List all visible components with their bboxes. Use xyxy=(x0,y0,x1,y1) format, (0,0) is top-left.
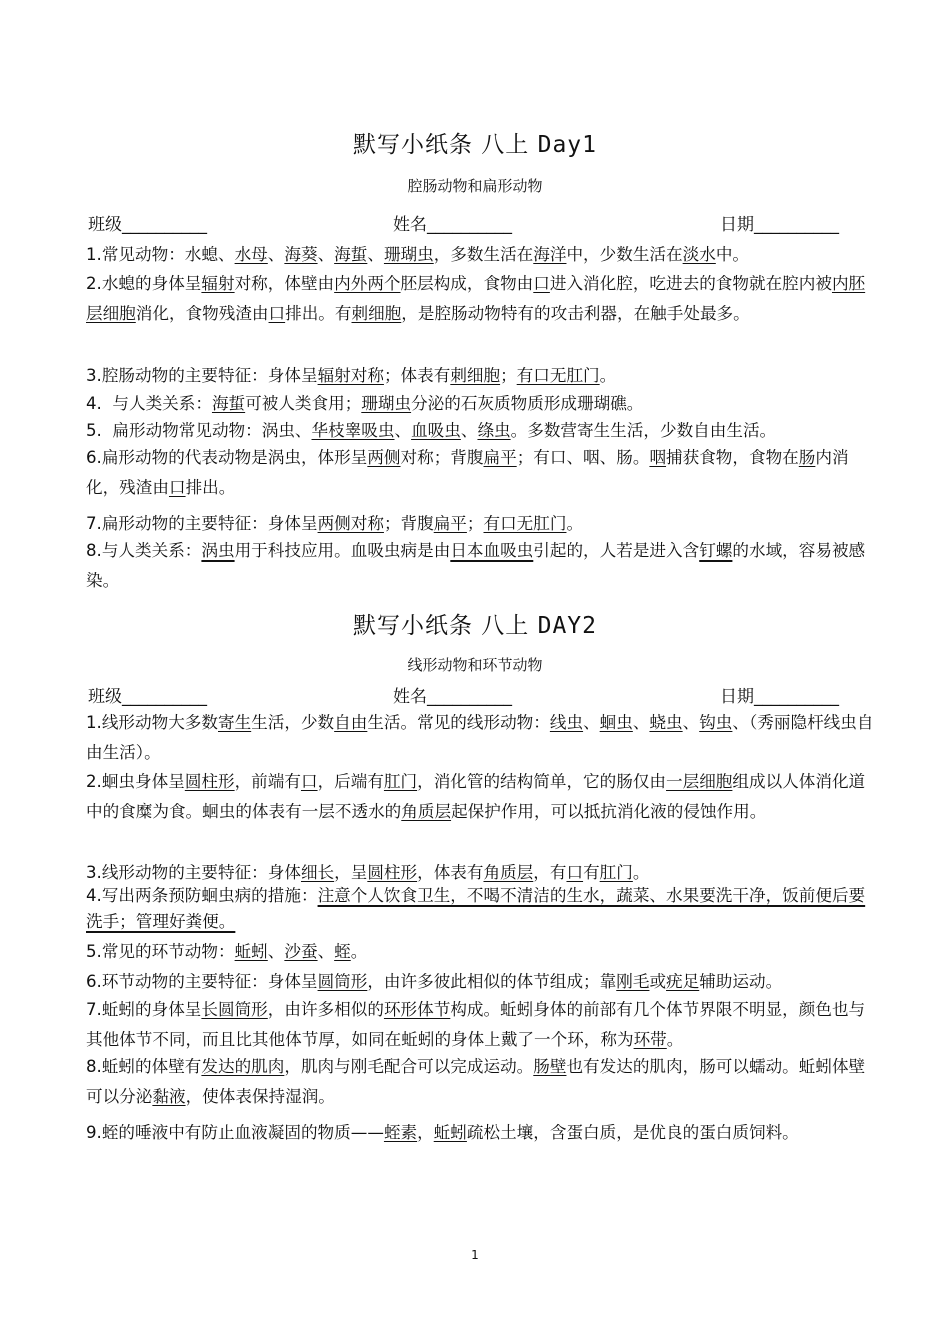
date-field: 日期__________ xyxy=(720,687,839,707)
d1-item-2: 2.水螅的身体呈辐射对称，体壁由内外两个胚层构成，食物由口进入消化腔，吃进去的食物就在腔内被内胚层细胞消化，食物残渣由口排出。有刺细胞，是腔肠动物特有的攻击利器，在触手处最多。 xyxy=(86,274,866,323)
class-field: 班级__________ xyxy=(88,215,207,235)
d2-item-5: 5.常见的环节动物：蚯蚓、沙蚕、蛭。 xyxy=(86,942,368,961)
d2-item-2: 2.蛔虫身体呈圆柱形，前端有口，后端有肛门，消化管的结构简单，它的肠仅由一层细胞组成以人体消化道中的食糜为食。蛔虫的体表有一层不透水的角质层起保护作用，可以抵抗消化液的侵蚀作用。 xyxy=(86,772,866,821)
title-day1-cn: 默写小纸条 八上 xyxy=(352,132,530,158)
subtitle-day1: 腔肠动物和扁形动物 xyxy=(407,177,543,195)
title-day2-cn: 默写小纸条 八上 xyxy=(352,613,530,639)
d1-item-1: 1.常见动物：水螅、水母、海葵、海蜇、珊瑚虫，多数生活在海洋中，少数生活在淡水中。 xyxy=(86,245,749,264)
d1-item-8: 8.与人类关系：涡虫用于科技应用。血吸虫病是由日本血吸虫引起的，人若是进入含钉螺的水域，容易被感染。 xyxy=(86,541,866,590)
d1-item-7: 7.扁形动物的主要特征：身体呈两侧对称；背腹扁平；有口无肛门。 xyxy=(86,514,584,533)
title-day2 xyxy=(0,607,950,640)
d1-item-4: 4. 与人类关系：海蜇可被人类食用；珊瑚虫分泌的石灰质物质形成珊瑚礁。 xyxy=(86,394,644,413)
class-field: 班级__________ xyxy=(88,687,207,707)
date-field: 日期__________ xyxy=(720,215,839,235)
d1-item-3: 3.腔肠动物的主要特征：身体呈辐射对称；体表有刺细胞；有口无肛门。 xyxy=(86,366,617,385)
d2-item-1: 1.线形动物大多数寄生生活，少数自由生活。常见的线形动物：线虫、蛔虫、蛲虫、钩虫、（秀丽隐杆线虫自由生活）。 xyxy=(86,713,874,762)
title-day1-tag: Day1 xyxy=(537,132,597,158)
d2-item-4: 4.写出两条预防蛔虫病的措施：注意个人饮食卫生，不喝不清洁的生水，蔬菜、水果要洗干净，饭前便后要洗手；管理好粪便。 xyxy=(86,886,866,931)
d1-item-5: 5. 扁形动物常见动物：涡虫、华枝睾吸虫、血吸虫、绦虫。多数营寄生生活，少数自由生活。 xyxy=(86,421,777,440)
name-field: 姓名__________ xyxy=(393,215,512,235)
subtitle-day2: 线形动物和环节动物 xyxy=(407,656,543,674)
title-day2-tag: DAY2 xyxy=(537,613,597,639)
d2-item-6: 6.环节动物的主要特征：身体呈圆筒形，由许多彼此相似的体节组成；靠刚毛或疣足辅助运动。 xyxy=(86,972,783,991)
d1-item-6: 6.扁形动物的代表动物是涡虫，体形呈两侧对称；背腹扁平；有口、咽、肠。咽捕获食物，食物在肠内消化，残渣由口排出。 xyxy=(86,448,849,497)
d2-item-7: 7.蚯蚓的身体呈长圆筒形，由许多相似的环形体节构成。蚯蚓身体的前部有几个体节界限不明显，颜色也与其他体节不同，而且比其他体节厚，如同在蚯蚓的身体上戴了一个环，称为环带。 xyxy=(86,1000,866,1049)
info-row-day2 xyxy=(88,682,868,706)
info-row-day1 xyxy=(88,210,868,234)
name-field: 姓名__________ xyxy=(393,687,512,707)
d2-item-8: 8.蚯蚓的体壁有发达的肌肉，肌肉与刚毛配合可以完成运动。肠壁也有发达的肌肉，肠可以蠕动。蚯蚓体壁可以分泌黏液，使体表保持湿润。 xyxy=(86,1057,866,1106)
page-number: 1 xyxy=(471,1248,479,1262)
d2-item-3: 3.线形动物的主要特征：身体细长，呈圆柱形，体表有角质层，有口有肛门。 xyxy=(86,863,650,882)
title-day1 xyxy=(0,126,950,159)
d2-item-9: 9.蛭的唾液中有防止血液凝固的物质——蛭素，蚯蚓疏松土壤，含蛋白质，是优良的蛋白质饲料。 xyxy=(86,1123,799,1142)
